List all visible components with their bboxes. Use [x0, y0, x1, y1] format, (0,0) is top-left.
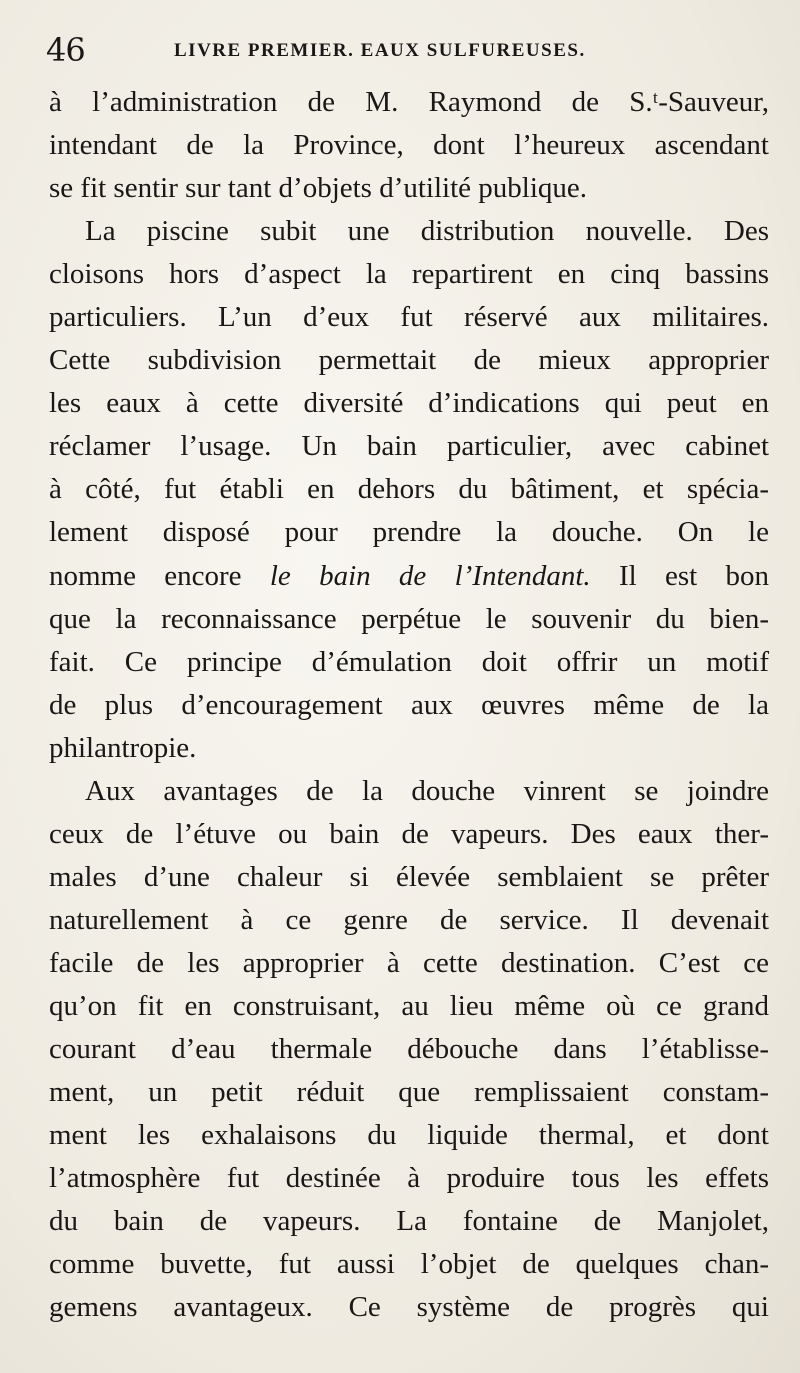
text-line: ment les exhalaisons du liquide thermal, et dont: [49, 1119, 769, 1152]
text-line: Cette subdivision permettait de mieux approprier: [49, 344, 769, 377]
line-text-after: Il est bon: [590, 559, 769, 592]
page-number: 46: [46, 31, 85, 69]
text-line-with-emphasis: [49, 555, 769, 598]
text-line: fait. Ce principe d’émulation doit offrir un motif: [49, 645, 769, 678]
text-line: se fit sentir sur tant d’objets d’utilité publique.: [49, 172, 588, 205]
text-line: à l’administration de M. Raymond de S.ᵗ-Sauveur,: [49, 86, 769, 118]
text-line: particuliers. L’un d’eux fut réservé aux militaires.: [49, 301, 769, 334]
body-text: [49, 81, 769, 1329]
text-line: naturellement à ce genre de service. Il devenait: [49, 903, 769, 936]
text-line: qu’on fit en construisant, au lieu même où ce grand: [49, 989, 769, 1022]
text-line: que la reconnaissance perpétue le souvenir du bien-: [49, 602, 769, 635]
text-line: facile de les approprier à cette destination. C’est ce: [49, 946, 769, 979]
text-line: males d’une chaleur si élevée semblaient se prêter: [49, 860, 769, 893]
text-line: gemens avantageux. Ce système de progrès qui: [49, 1291, 769, 1324]
line-text-before: nomme encore: [49, 559, 270, 592]
text-line: ment, un petit réduit que remplissaient constam-: [49, 1076, 769, 1109]
running-head: LIVRE PREMIER. EAUX SULFUREUSES.: [174, 40, 586, 61]
text-line: à côté, fut établi en dehors du bâtiment, et spécia-: [49, 473, 769, 506]
paragraph-first-line: Aux avantages de la douche vinrent se joindre: [85, 774, 769, 807]
paragraph-first-line: La piscine subit une distribution nouvelle. Des: [85, 215, 769, 248]
text-line: intendant de la Province, dont l’heureux ascendant: [49, 129, 769, 162]
text-line: réclamer l’usage. Un bain particulier, avec cabinet: [49, 430, 769, 463]
text-line: lement disposé pour prendre la douche. On le: [49, 516, 769, 549]
text-line: philantropie.: [49, 731, 197, 764]
text-line: cloisons hors d’aspect la repartirent en cinq bassins: [49, 258, 769, 291]
text-line: comme buvette, fut aussi l’objet de quelques chan-: [49, 1248, 769, 1281]
text-line: les eaux à cette diversité d’indications qui peut en: [49, 387, 769, 420]
text-line: de plus d’encouragement aux œuvres même de la: [49, 688, 769, 721]
text-line: courant d’eau thermale débouche dans l’établisse-: [49, 1033, 769, 1066]
italic-title: le bain de l’Intendant.: [269, 559, 591, 592]
text-line: l’atmosphère fut destinée à produire tous les effets: [49, 1162, 769, 1195]
text-line: du bain de vapeurs. La fontaine de Manjolet,: [49, 1205, 769, 1238]
text-line: ceux de l’étuve ou bain de vapeurs. Des eaux ther-: [49, 817, 769, 850]
page-header: [46, 30, 766, 70]
